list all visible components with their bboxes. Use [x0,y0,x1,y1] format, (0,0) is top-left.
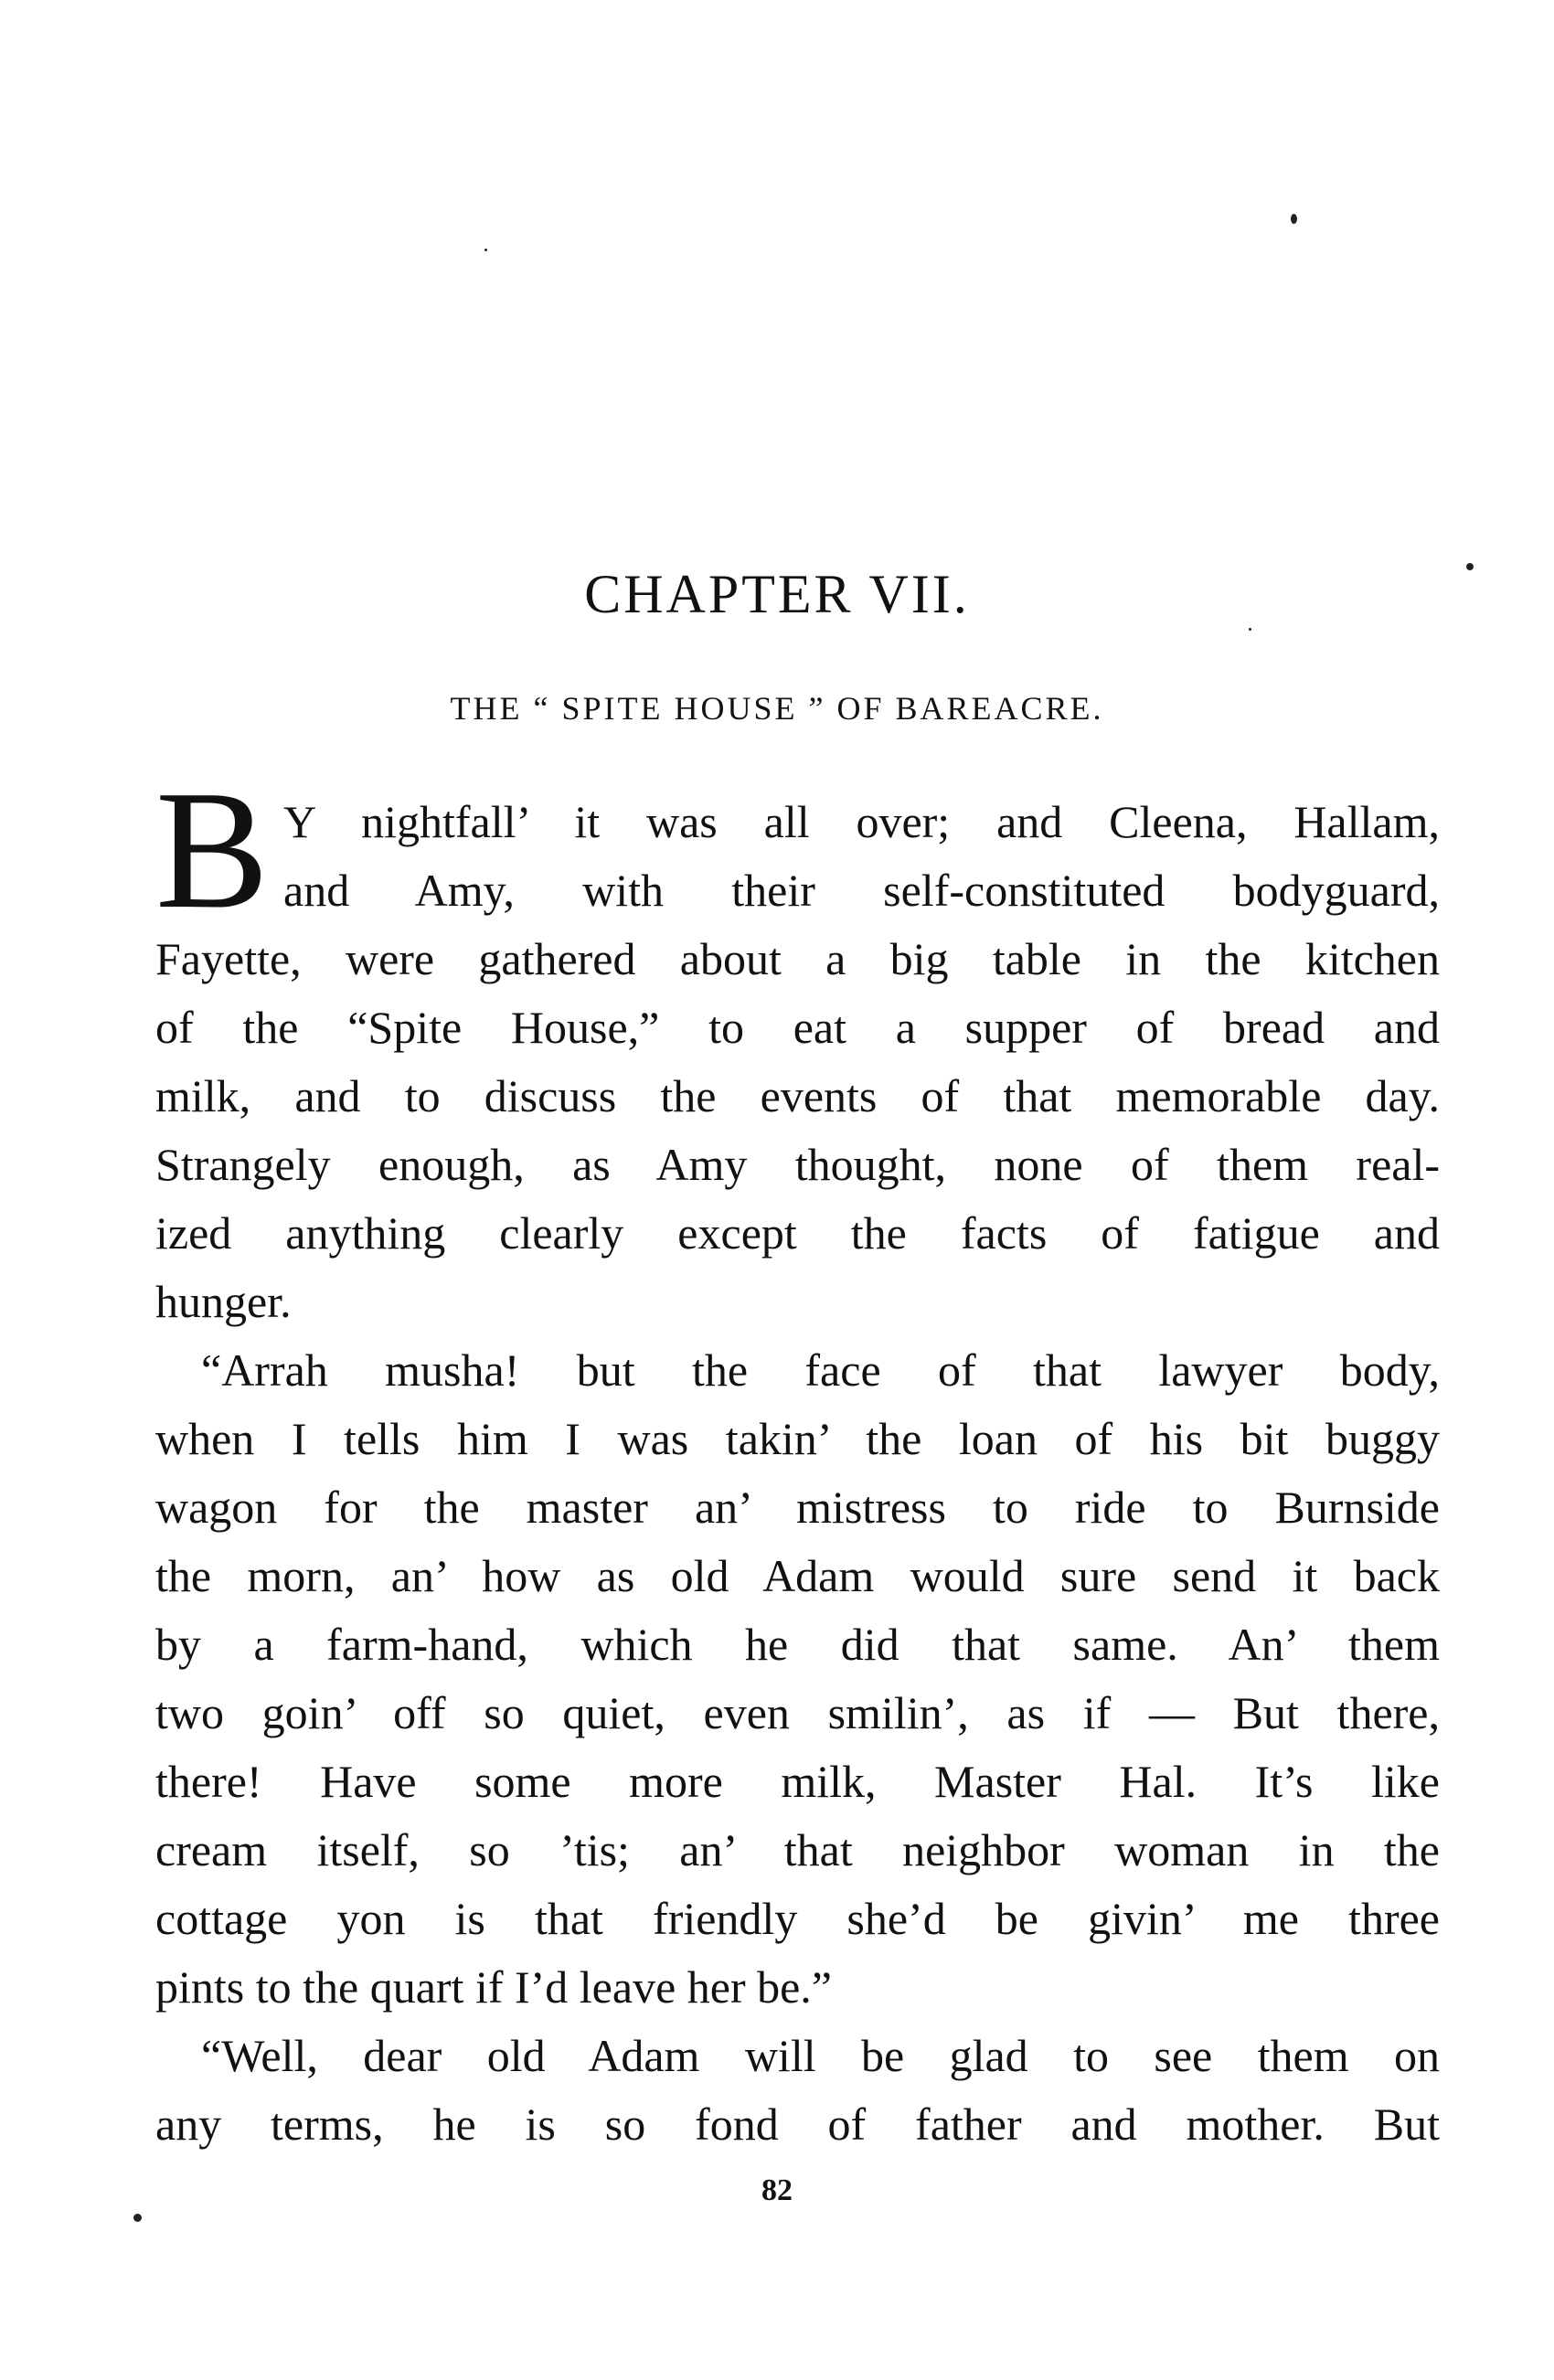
text-line: cream itself, so ’tis; an’ that neighbor woman in the [155,1824,1440,1875]
text-line: and Amy, with their self-constituted bodyguard, [283,865,1440,916]
text-line: milk, and to discuss the events of that memorable day. [155,1070,1440,1121]
text-line: pints to the quart if I’d leave her be.” [155,1961,832,2013]
drop-cap: B [155,756,270,944]
text-line: Strangely enough, as Amy thought, none of them real- [155,1139,1440,1190]
text-line: of the “Spite House,” to eat a supper of bread and [155,1002,1440,1053]
text-line: when I tells him I was takin’ the loan of his bit buggy [155,1413,1440,1464]
scan-speck [133,2214,142,2222]
text-line: Fayette, were gathered about a big table in the kitchen [155,933,1440,984]
chapter-title: CHAPTER VII. [584,564,970,624]
text-line: the morn, an’ how as old Adam would sure send it back [155,1550,1440,1601]
scan-speck [1291,214,1297,224]
text-line: any terms, he is so fond of father and mother. But [155,2098,1440,2150]
text-line: wagon for the master an’ mistress to ride to Burnside [155,1482,1440,1533]
scan-speck [1249,628,1251,631]
page-number: 82 [761,2173,793,2207]
text-line: ized anything clearly except the facts of fatigue and [155,1207,1440,1259]
paragraph-1 [155,788,1440,1336]
body-text [155,788,1440,2159]
text-line: “Well, dear old Adam will be glad to see them on [201,2030,1440,2081]
scan-speck [484,249,487,251]
text-line: cottage yon is that friendly she’d be givin’ me three [155,1893,1440,1944]
text-line: Y nightfall’ it was all over; and Cleena, Hallam, [283,796,1440,847]
text-line: “Arrah musha! but the face of that lawyer body, [201,1344,1440,1396]
scan-speck [1466,563,1474,570]
paragraph-3 [155,2022,1440,2159]
text-line: there! Have some more milk, Master Hal. It’s like [155,1756,1440,1807]
text-line: hunger. [155,1276,292,1327]
text-line: by a farm-hand, which he did that same. An’ them [155,1619,1440,1670]
text-line: two goin’ off so quiet, even smilin’, as if — But there, [155,1687,1440,1738]
paragraph-2 [155,1336,1440,2022]
chapter-subtitle: THE “ SPITE HOUSE ” OF BAREACRE. [450,690,1104,727]
